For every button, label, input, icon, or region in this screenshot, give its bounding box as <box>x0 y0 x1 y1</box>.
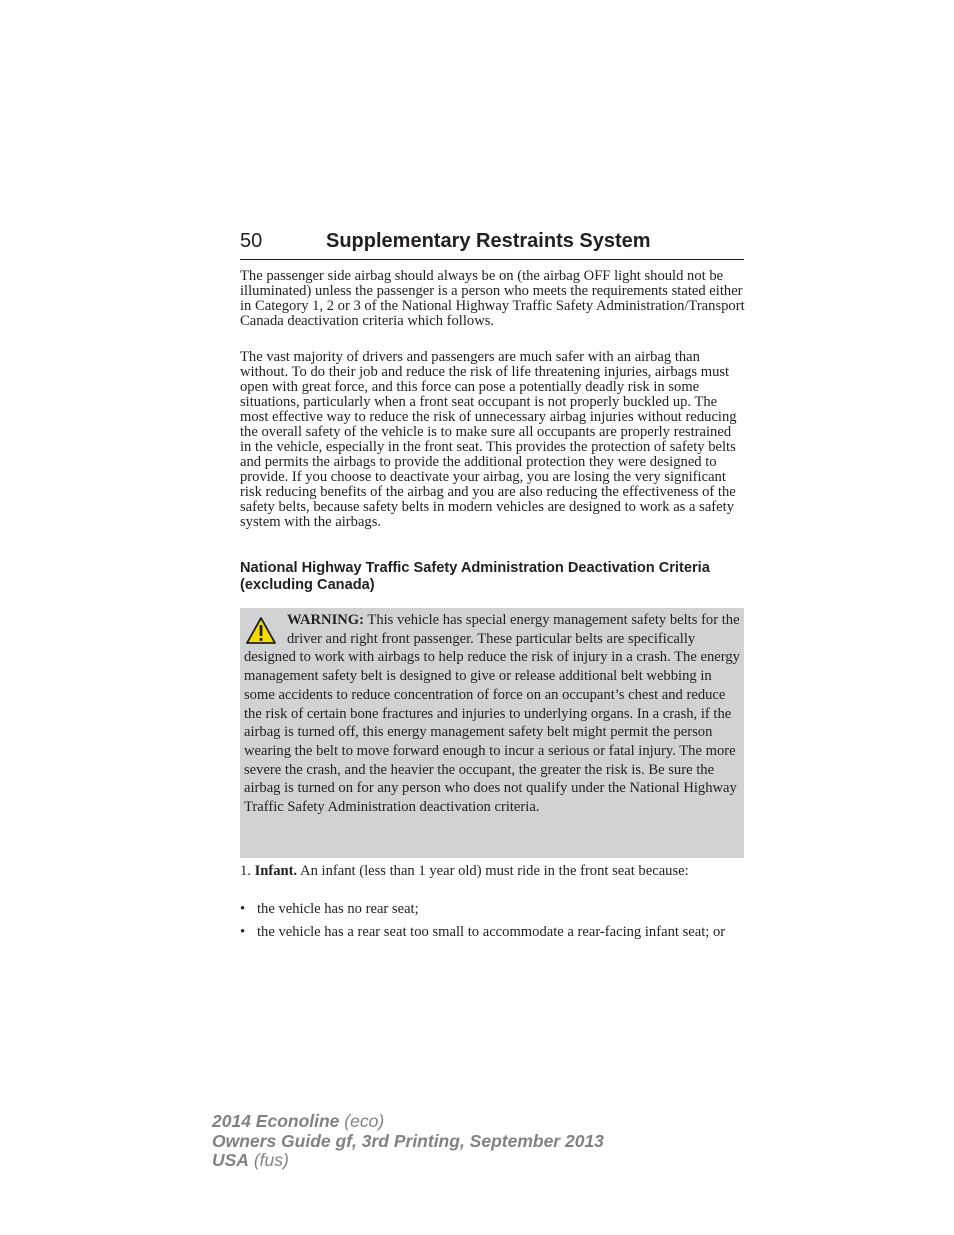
bullet-list <box>240 902 744 918</box>
bullet-dot: • <box>240 901 246 917</box>
footer-line-model <box>212 1112 712 1132</box>
warning-body: This vehicle has special energy management safety belts for the driver and right front passenger. These particular belts are specifically designed to work with airbags to help reduce the risk of injury in a crash. The energy management safety belt is designed to give or release additional belt webbing in some accidents to reduce concentration of force on an occupant’s chest and reduce the risk of certain bone fractures and injuries to underlying organs. In a crash, if the airbag is turned off, this energy management safety belt might permit the person wearing the belt to move forward enough to incur a serious or fatal injury. The more severe the crash, and the heavier the occupant, the greater the risk is. Be sure the airbag is turned on for any person who does not qualify under the National Highway Traffic Safety Administration deactivation criteria. <box>244 612 740 816</box>
footer-line-market <box>212 1151 712 1171</box>
list-item-infant <box>240 863 746 880</box>
footer-printing: Owners Guide gf, 3rd Printing, September 2013 <box>212 1130 604 1151</box>
bullet-text: the vehicle has no rear seat; <box>257 901 419 917</box>
bullet-item <box>240 925 744 941</box>
page-number: 50 <box>240 230 263 252</box>
bullet-dot: • <box>240 924 246 940</box>
bullet-item <box>240 902 744 918</box>
warning-box <box>240 608 744 858</box>
footer-model: 2014 Econoline <box>212 1111 340 1131</box>
footer <box>212 1112 712 1171</box>
item-number: 1. <box>240 863 251 879</box>
footer-market: USA <box>212 1150 249 1170</box>
page-header <box>240 229 744 260</box>
item-text: An infant (less than 1 year old) must ride in the front seat because: <box>297 863 689 879</box>
warning-text <box>244 611 740 817</box>
bullet-text: the vehicle has a rear seat too small to accommodate a rear-facing infant seat; or <box>257 924 726 940</box>
intro-paragraph: The passenger side airbag should always be on (the airbag OFF light should not be illuminated) unless the passenger is a person who meets the requirements stated either in Category 1, 2 or 3 of the National Highway Traffic Safety Administration/Transport Canada deactivation criteria which follows. <box>240 268 745 329</box>
item-label: Infant. <box>254 863 298 879</box>
footer-model-code: (eco) <box>339 1111 385 1131</box>
footer-market-code: (fus) <box>248 1150 289 1170</box>
body-paragraph: The vast majority of drivers and passengers are much safer with an airbag than without. To do their job and reduce the risk of life threatening injuries, airbags must open with great force, and this force can pose a potentially deadly risk in some situations, particularly when a front seat occupant is not properly buckled up. The most effective way to reduce the risk of unnecessary airbag injuries without reducing the overall safety of the vehicle is to make sure all occupants are properly restrained in the vehicle, especially in the front seat. This provides the protection of safety belts and permits the airbags to provide the additional protection they were designed to provide. If you choose to deactivate your airbag, you are losing the very significant risk reducing benefits of the airbag and you are also reducing the effectiveness of the safety belts, because safety belts in modern vehicles are designed to work as a safety system with the airbags. <box>240 349 737 530</box>
warning-label: WARNING: <box>287 612 365 628</box>
bullet-list <box>240 925 744 941</box>
page-title: Supplementary Restraints System <box>326 230 651 252</box>
section-heading: National Highway Traffic Safety Administration Deactivation Criteria (excluding Canada) <box>240 560 710 593</box>
